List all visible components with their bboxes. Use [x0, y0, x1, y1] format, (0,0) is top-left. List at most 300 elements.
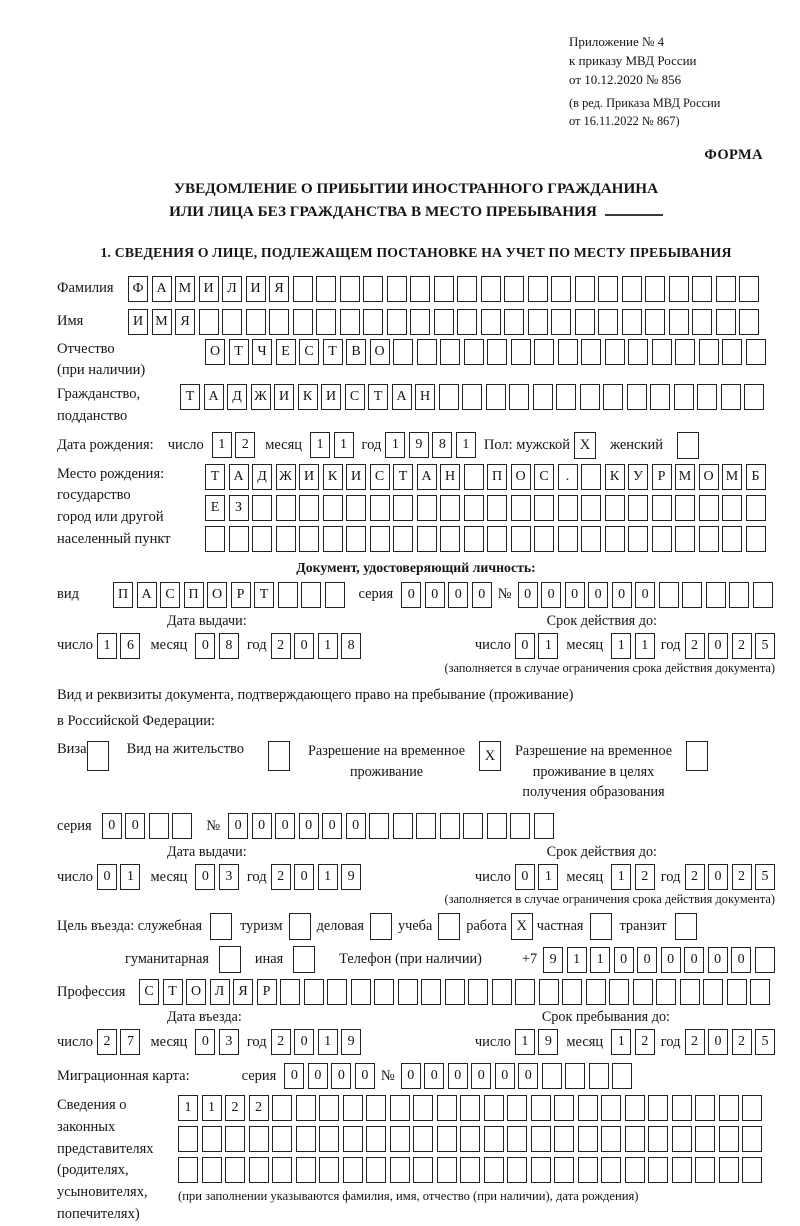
- char-cell[interactable]: [605, 526, 625, 552]
- char-cell[interactable]: 0: [195, 1029, 215, 1055]
- char-cell[interactable]: М: [675, 464, 695, 490]
- char-cell[interactable]: [716, 309, 736, 335]
- char-cell[interactable]: И: [246, 276, 266, 302]
- char-cell[interactable]: Ч: [252, 339, 272, 365]
- char-cell[interactable]: [650, 384, 670, 410]
- char-cell[interactable]: А: [417, 464, 437, 490]
- char-cell[interactable]: [729, 582, 749, 608]
- char-cell[interactable]: 1: [538, 864, 558, 890]
- char-cell[interactable]: Н: [440, 464, 460, 490]
- char-cell[interactable]: [722, 526, 742, 552]
- char-cell[interactable]: 2: [732, 864, 752, 890]
- purpose-tourism-checkbox[interactable]: [289, 913, 311, 940]
- char-cell[interactable]: С: [139, 979, 159, 1005]
- char-cell[interactable]: Р: [652, 464, 672, 490]
- char-cell[interactable]: [605, 339, 625, 365]
- char-cell[interactable]: [589, 1063, 609, 1089]
- char-cell[interactable]: [343, 1126, 363, 1152]
- char-cell[interactable]: О: [699, 464, 719, 490]
- char-cell[interactable]: [437, 1126, 457, 1152]
- char-cell[interactable]: [276, 495, 296, 521]
- char-cell[interactable]: Т: [180, 384, 200, 410]
- char-cell[interactable]: Л: [210, 979, 230, 1005]
- sex-male-checkbox[interactable]: X: [574, 432, 596, 459]
- char-cell[interactable]: П: [113, 582, 133, 608]
- char-cell[interactable]: [437, 1157, 457, 1183]
- char-cell[interactable]: Т: [254, 582, 274, 608]
- char-cell[interactable]: [249, 1157, 269, 1183]
- char-cell[interactable]: [316, 309, 336, 335]
- char-cell[interactable]: [393, 526, 413, 552]
- char-cell[interactable]: [457, 309, 477, 335]
- char-cell[interactable]: 1: [202, 1095, 222, 1121]
- char-cell[interactable]: 0: [252, 813, 272, 839]
- char-cell[interactable]: [199, 309, 219, 335]
- char-cell[interactable]: 2: [235, 432, 255, 458]
- char-cell[interactable]: И: [346, 464, 366, 490]
- char-cell[interactable]: 0: [708, 1029, 728, 1055]
- char-cell[interactable]: [340, 309, 360, 335]
- char-cell[interactable]: [722, 339, 742, 365]
- char-cell[interactable]: 1: [611, 633, 631, 659]
- char-cell[interactable]: Ж: [276, 464, 296, 490]
- char-cell[interactable]: [531, 1095, 551, 1121]
- char-cell[interactable]: [374, 979, 394, 1005]
- char-cell[interactable]: [278, 582, 298, 608]
- char-cell[interactable]: 0: [588, 582, 608, 608]
- char-cell[interactable]: М: [175, 276, 195, 302]
- char-cell[interactable]: [742, 1157, 762, 1183]
- char-cell[interactable]: [460, 1157, 480, 1183]
- char-cell[interactable]: Ж: [251, 384, 271, 410]
- char-cell[interactable]: [652, 526, 672, 552]
- char-cell[interactable]: [645, 276, 665, 302]
- char-cell[interactable]: 5: [755, 1029, 775, 1055]
- char-cell[interactable]: С: [370, 464, 390, 490]
- char-cell[interactable]: [601, 1095, 621, 1121]
- char-cell[interactable]: [739, 309, 759, 335]
- char-cell[interactable]: 1: [178, 1095, 198, 1121]
- char-cell[interactable]: [484, 1157, 504, 1183]
- char-cell[interactable]: 2: [249, 1095, 269, 1121]
- char-cell[interactable]: О: [205, 339, 225, 365]
- char-cell[interactable]: 0: [518, 1063, 538, 1089]
- char-cell[interactable]: [276, 526, 296, 552]
- char-cell[interactable]: 0: [472, 582, 492, 608]
- char-cell[interactable]: 0: [275, 813, 295, 839]
- char-cell[interactable]: [417, 495, 437, 521]
- char-cell[interactable]: [695, 1126, 715, 1152]
- char-cell[interactable]: [648, 1126, 668, 1152]
- char-cell[interactable]: [511, 495, 531, 521]
- char-cell[interactable]: 0: [125, 813, 145, 839]
- sex-female-checkbox[interactable]: [677, 432, 699, 459]
- char-cell[interactable]: Р: [231, 582, 251, 608]
- char-cell[interactable]: 0: [195, 633, 215, 659]
- char-cell[interactable]: [464, 464, 484, 490]
- char-cell[interactable]: И: [299, 464, 319, 490]
- char-cell[interactable]: 0: [284, 1063, 304, 1089]
- char-cell[interactable]: [272, 1095, 292, 1121]
- char-cell[interactable]: [417, 526, 437, 552]
- char-cell[interactable]: [178, 1126, 198, 1152]
- char-cell[interactable]: О: [207, 582, 227, 608]
- char-cell[interactable]: Т: [393, 464, 413, 490]
- char-cell[interactable]: [504, 309, 524, 335]
- char-cell[interactable]: [462, 384, 482, 410]
- char-cell[interactable]: [346, 495, 366, 521]
- char-cell[interactable]: 5: [755, 864, 775, 890]
- char-cell[interactable]: [296, 1095, 316, 1121]
- char-cell[interactable]: [581, 526, 601, 552]
- char-cell[interactable]: [487, 339, 507, 365]
- char-cell[interactable]: 9: [341, 1029, 361, 1055]
- purpose-transit-checkbox[interactable]: [675, 913, 697, 940]
- char-cell[interactable]: 1: [456, 432, 476, 458]
- char-cell[interactable]: [699, 526, 719, 552]
- char-cell[interactable]: [699, 339, 719, 365]
- char-cell[interactable]: [413, 1126, 433, 1152]
- char-cell[interactable]: .: [558, 464, 578, 490]
- char-cell[interactable]: [578, 1157, 598, 1183]
- char-cell[interactable]: [457, 276, 477, 302]
- char-cell[interactable]: [652, 339, 672, 365]
- char-cell[interactable]: [440, 495, 460, 521]
- char-cell[interactable]: [225, 1126, 245, 1152]
- purpose-other-checkbox[interactable]: [293, 946, 315, 973]
- char-cell[interactable]: [628, 495, 648, 521]
- char-cell[interactable]: [301, 582, 321, 608]
- char-cell[interactable]: [460, 1095, 480, 1121]
- char-cell[interactable]: Т: [368, 384, 388, 410]
- char-cell[interactable]: [484, 1126, 504, 1152]
- char-cell[interactable]: С: [299, 339, 319, 365]
- purpose-private-checkbox[interactable]: [590, 913, 612, 940]
- char-cell[interactable]: [554, 1095, 574, 1121]
- char-cell[interactable]: 2: [271, 864, 291, 890]
- char-cell[interactable]: [680, 979, 700, 1005]
- char-cell[interactable]: 2: [685, 1029, 705, 1055]
- char-cell[interactable]: [721, 384, 741, 410]
- char-cell[interactable]: [366, 1126, 386, 1152]
- char-cell[interactable]: [719, 1157, 739, 1183]
- char-cell[interactable]: [628, 339, 648, 365]
- char-cell[interactable]: [481, 276, 501, 302]
- char-cell[interactable]: [562, 979, 582, 1005]
- char-cell[interactable]: [343, 1157, 363, 1183]
- char-cell[interactable]: С: [534, 464, 554, 490]
- char-cell[interactable]: [699, 495, 719, 521]
- char-cell[interactable]: [417, 339, 437, 365]
- char-cell[interactable]: [744, 384, 764, 410]
- char-cell[interactable]: 0: [195, 864, 215, 890]
- char-cell[interactable]: Т: [205, 464, 225, 490]
- char-cell[interactable]: [675, 495, 695, 521]
- char-cell[interactable]: [172, 813, 192, 839]
- char-cell[interactable]: Н: [415, 384, 435, 410]
- char-cell[interactable]: К: [605, 464, 625, 490]
- char-cell[interactable]: [625, 1157, 645, 1183]
- char-cell[interactable]: 1: [212, 432, 232, 458]
- char-cell[interactable]: [390, 1095, 410, 1121]
- char-cell[interactable]: 0: [228, 813, 248, 839]
- char-cell[interactable]: [346, 526, 366, 552]
- char-cell[interactable]: [393, 495, 413, 521]
- char-cell[interactable]: 8: [341, 633, 361, 659]
- char-cell[interactable]: 8: [219, 633, 239, 659]
- char-cell[interactable]: [486, 384, 506, 410]
- char-cell[interactable]: [645, 309, 665, 335]
- char-cell[interactable]: [178, 1157, 198, 1183]
- char-cell[interactable]: И: [274, 384, 294, 410]
- char-cell[interactable]: [487, 526, 507, 552]
- char-cell[interactable]: 9: [538, 1029, 558, 1055]
- char-cell[interactable]: 3: [219, 1029, 239, 1055]
- char-cell[interactable]: [398, 979, 418, 1005]
- char-cell[interactable]: [722, 495, 742, 521]
- visa-checkbox[interactable]: [87, 741, 109, 771]
- char-cell[interactable]: [511, 339, 531, 365]
- char-cell[interactable]: [739, 276, 759, 302]
- char-cell[interactable]: [586, 979, 606, 1005]
- char-cell[interactable]: [719, 1126, 739, 1152]
- char-cell[interactable]: [269, 309, 289, 335]
- char-cell[interactable]: [507, 1126, 527, 1152]
- char-cell[interactable]: М: [152, 309, 172, 335]
- temp-permit-checkbox[interactable]: X: [479, 741, 501, 771]
- char-cell[interactable]: [675, 526, 695, 552]
- char-cell[interactable]: [672, 1095, 692, 1121]
- char-cell[interactable]: [440, 339, 460, 365]
- char-cell[interactable]: К: [323, 464, 343, 490]
- char-cell[interactable]: 2: [271, 633, 291, 659]
- char-cell[interactable]: Е: [276, 339, 296, 365]
- char-cell[interactable]: 0: [308, 1063, 328, 1089]
- char-cell[interactable]: П: [487, 464, 507, 490]
- char-cell[interactable]: [325, 582, 345, 608]
- char-cell[interactable]: [697, 384, 717, 410]
- char-cell[interactable]: 9: [409, 432, 429, 458]
- char-cell[interactable]: [659, 582, 679, 608]
- char-cell[interactable]: Л: [222, 276, 242, 302]
- char-cell[interactable]: [625, 1095, 645, 1121]
- char-cell[interactable]: 0: [448, 1063, 468, 1089]
- char-cell[interactable]: [692, 309, 712, 335]
- char-cell[interactable]: А: [392, 384, 412, 410]
- char-cell[interactable]: 0: [495, 1063, 515, 1089]
- char-cell[interactable]: [556, 384, 576, 410]
- char-cell[interactable]: 2: [271, 1029, 291, 1055]
- char-cell[interactable]: А: [229, 464, 249, 490]
- char-cell[interactable]: С: [345, 384, 365, 410]
- char-cell[interactable]: Т: [163, 979, 183, 1005]
- char-cell[interactable]: 0: [322, 813, 342, 839]
- char-cell[interactable]: [601, 1126, 621, 1152]
- char-cell[interactable]: [366, 1095, 386, 1121]
- char-cell[interactable]: [669, 276, 689, 302]
- char-cell[interactable]: М: [722, 464, 742, 490]
- char-cell[interactable]: [421, 979, 441, 1005]
- char-cell[interactable]: [746, 495, 766, 521]
- char-cell[interactable]: 1: [611, 1029, 631, 1055]
- char-cell[interactable]: [487, 495, 507, 521]
- char-cell[interactable]: [648, 1095, 668, 1121]
- char-cell[interactable]: 1: [310, 432, 330, 458]
- char-cell[interactable]: И: [128, 309, 148, 335]
- char-cell[interactable]: [390, 1126, 410, 1152]
- char-cell[interactable]: [416, 813, 436, 839]
- char-cell[interactable]: [319, 1095, 339, 1121]
- char-cell[interactable]: 6: [120, 633, 140, 659]
- char-cell[interactable]: [746, 339, 766, 365]
- char-cell[interactable]: [534, 813, 554, 839]
- char-cell[interactable]: [323, 526, 343, 552]
- char-cell[interactable]: 0: [635, 582, 655, 608]
- char-cell[interactable]: [323, 495, 343, 521]
- char-cell[interactable]: [578, 1126, 598, 1152]
- char-cell[interactable]: [716, 276, 736, 302]
- char-cell[interactable]: 0: [424, 1063, 444, 1089]
- char-cell[interactable]: [755, 947, 775, 973]
- char-cell[interactable]: [603, 384, 623, 410]
- char-cell[interactable]: [246, 309, 266, 335]
- char-cell[interactable]: [531, 1126, 551, 1152]
- char-cell[interactable]: [528, 309, 548, 335]
- char-cell[interactable]: 0: [565, 582, 585, 608]
- char-cell[interactable]: 0: [471, 1063, 491, 1089]
- char-cell[interactable]: [280, 979, 300, 1005]
- char-cell[interactable]: 0: [541, 582, 561, 608]
- purpose-study-checkbox[interactable]: [438, 913, 460, 940]
- char-cell[interactable]: С: [160, 582, 180, 608]
- char-cell[interactable]: 0: [401, 1063, 421, 1089]
- char-cell[interactable]: [534, 339, 554, 365]
- char-cell[interactable]: Т: [323, 339, 343, 365]
- char-cell[interactable]: [605, 495, 625, 521]
- char-cell[interactable]: З: [229, 495, 249, 521]
- char-cell[interactable]: 3: [219, 864, 239, 890]
- char-cell[interactable]: [742, 1095, 762, 1121]
- char-cell[interactable]: 1: [120, 864, 140, 890]
- char-cell[interactable]: [464, 495, 484, 521]
- char-cell[interactable]: [340, 276, 360, 302]
- char-cell[interactable]: [296, 1126, 316, 1152]
- char-cell[interactable]: 0: [515, 864, 535, 890]
- char-cell[interactable]: А: [152, 276, 172, 302]
- char-cell[interactable]: [578, 1095, 598, 1121]
- char-cell[interactable]: [554, 1126, 574, 1152]
- purpose-work-checkbox[interactable]: X: [511, 913, 533, 940]
- char-cell[interactable]: [272, 1126, 292, 1152]
- char-cell[interactable]: [598, 276, 618, 302]
- char-cell[interactable]: [437, 1095, 457, 1121]
- char-cell[interactable]: 0: [102, 813, 122, 839]
- char-cell[interactable]: Д: [227, 384, 247, 410]
- char-cell[interactable]: [706, 582, 726, 608]
- char-cell[interactable]: Ф: [128, 276, 148, 302]
- edu-permit-checkbox[interactable]: [686, 741, 708, 771]
- char-cell[interactable]: [507, 1095, 527, 1121]
- char-cell[interactable]: [299, 526, 319, 552]
- char-cell[interactable]: 1: [97, 633, 117, 659]
- char-cell[interactable]: [468, 979, 488, 1005]
- char-cell[interactable]: [622, 309, 642, 335]
- char-cell[interactable]: [695, 1157, 715, 1183]
- char-cell[interactable]: 2: [225, 1095, 245, 1121]
- char-cell[interactable]: [675, 339, 695, 365]
- char-cell[interactable]: 1: [385, 432, 405, 458]
- char-cell[interactable]: 0: [331, 1063, 351, 1089]
- char-cell[interactable]: [528, 276, 548, 302]
- char-cell[interactable]: 9: [341, 864, 361, 890]
- char-cell[interactable]: [719, 1095, 739, 1121]
- char-cell[interactable]: [558, 526, 578, 552]
- char-cell[interactable]: И: [321, 384, 341, 410]
- char-cell[interactable]: [727, 979, 747, 1005]
- char-cell[interactable]: 1: [611, 864, 631, 890]
- char-cell[interactable]: 1: [334, 432, 354, 458]
- char-cell[interactable]: [440, 526, 460, 552]
- char-cell[interactable]: [366, 1157, 386, 1183]
- char-cell[interactable]: 8: [432, 432, 452, 458]
- char-cell[interactable]: [746, 526, 766, 552]
- char-cell[interactable]: [272, 1157, 292, 1183]
- char-cell[interactable]: [575, 276, 595, 302]
- char-cell[interactable]: [609, 979, 629, 1005]
- char-cell[interactable]: [464, 526, 484, 552]
- char-cell[interactable]: [581, 495, 601, 521]
- char-cell[interactable]: [628, 526, 648, 552]
- char-cell[interactable]: 5: [755, 633, 775, 659]
- char-cell[interactable]: [672, 1157, 692, 1183]
- char-cell[interactable]: 0: [355, 1063, 375, 1089]
- char-cell[interactable]: [225, 1157, 245, 1183]
- char-cell[interactable]: 0: [448, 582, 468, 608]
- char-cell[interactable]: Б: [746, 464, 766, 490]
- residence-permit-checkbox[interactable]: [268, 741, 290, 771]
- char-cell[interactable]: 2: [97, 1029, 117, 1055]
- char-cell[interactable]: [327, 979, 347, 1005]
- char-cell[interactable]: 1: [590, 947, 610, 973]
- char-cell[interactable]: [149, 813, 169, 839]
- char-cell[interactable]: [627, 384, 647, 410]
- char-cell[interactable]: [511, 526, 531, 552]
- char-cell[interactable]: [575, 309, 595, 335]
- char-cell[interactable]: [293, 309, 313, 335]
- char-cell[interactable]: [319, 1126, 339, 1152]
- char-cell[interactable]: [674, 384, 694, 410]
- char-cell[interactable]: [299, 495, 319, 521]
- char-cell[interactable]: [504, 276, 524, 302]
- char-cell[interactable]: Р: [257, 979, 277, 1005]
- char-cell[interactable]: [625, 1126, 645, 1152]
- char-cell[interactable]: 2: [635, 1029, 655, 1055]
- char-cell[interactable]: Е: [205, 495, 225, 521]
- char-cell[interactable]: 7: [120, 1029, 140, 1055]
- purpose-humanitarian-checkbox[interactable]: [219, 946, 241, 973]
- char-cell[interactable]: [682, 582, 702, 608]
- char-cell[interactable]: 0: [518, 582, 538, 608]
- char-cell[interactable]: 2: [685, 864, 705, 890]
- char-cell[interactable]: [622, 276, 642, 302]
- char-cell[interactable]: [351, 979, 371, 1005]
- char-cell[interactable]: [580, 384, 600, 410]
- char-cell[interactable]: Я: [233, 979, 253, 1005]
- char-cell[interactable]: 0: [684, 947, 704, 973]
- char-cell[interactable]: 0: [346, 813, 366, 839]
- char-cell[interactable]: 1: [318, 633, 338, 659]
- char-cell[interactable]: [369, 813, 389, 839]
